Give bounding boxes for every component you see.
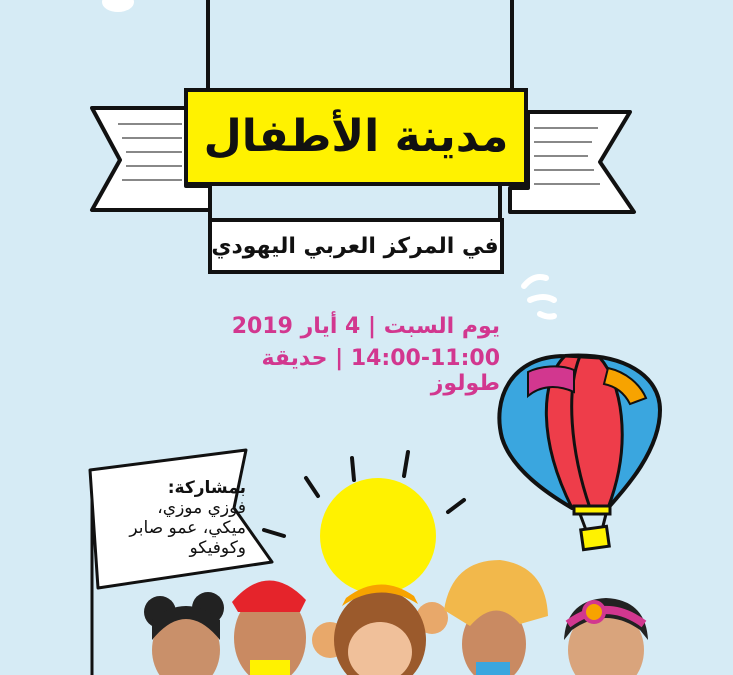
poster-subtitle: في المركز العربي اليهودي (211, 233, 499, 259)
participants-line: ميكي، عمو صابر (129, 518, 246, 538)
event-time-place: 14:00-11:00 | حديقة طولوز (261, 346, 500, 396)
hot-air-balloon-icon (499, 356, 660, 550)
splash-decoration (524, 277, 546, 286)
participants-block (96, 478, 246, 558)
corner-decoration (102, 0, 134, 12)
poster-title: مدينة الأطفال (203, 110, 509, 162)
participants-line: وكوفيكو (189, 538, 246, 558)
event-date: يوم السبت | 4 أيار 2019 (231, 314, 500, 339)
sun-icon (264, 452, 464, 594)
participants-heading: بمشاركة: (167, 478, 246, 498)
participants-line: فوزي موزي، (157, 498, 246, 518)
